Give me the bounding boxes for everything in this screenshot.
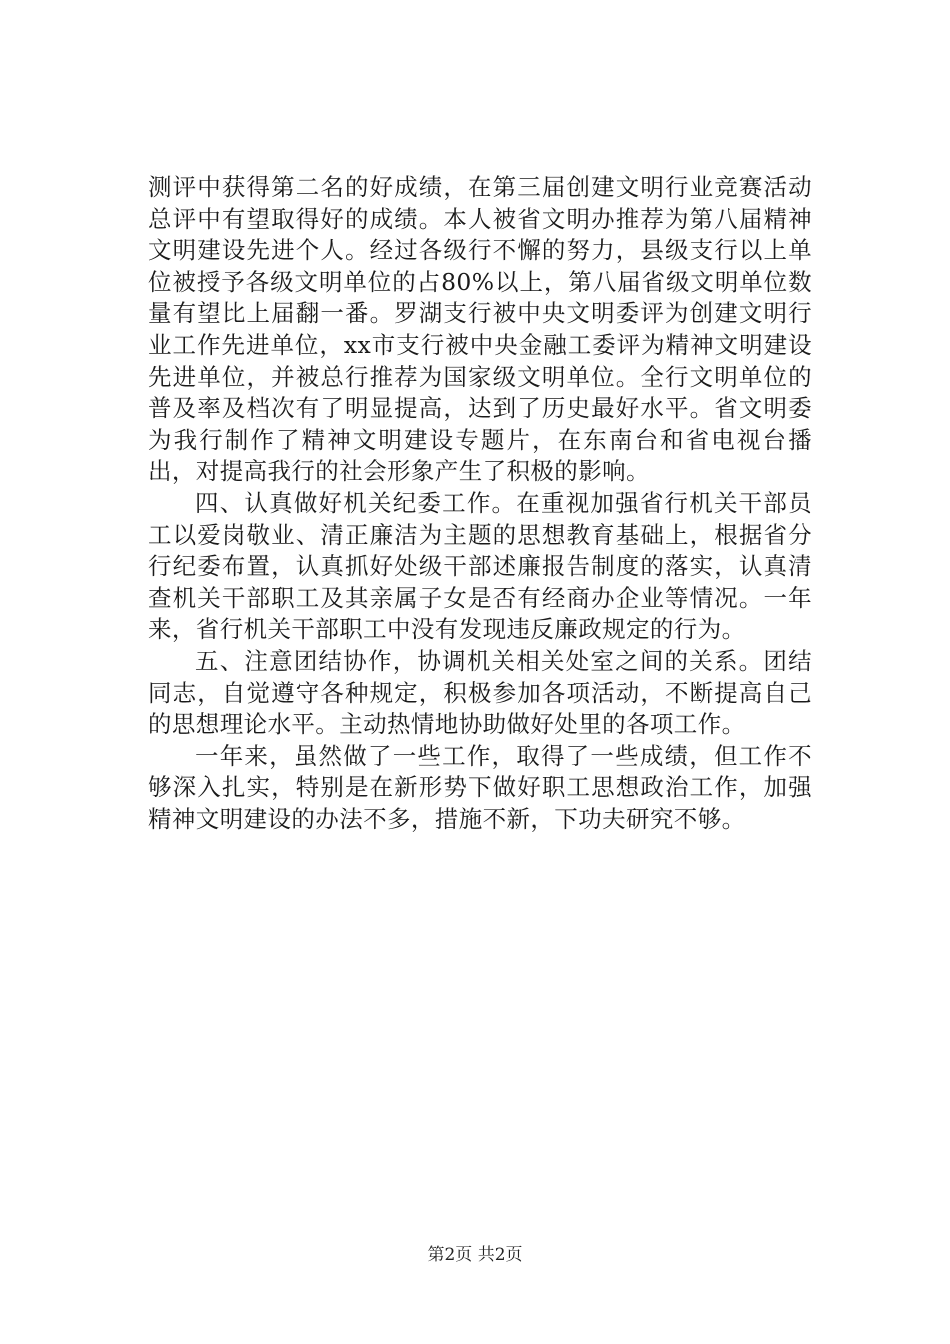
paragraph-3: 五、注意团结协作，协调机关相关处室之间的关系。团结同志，自觉遵守各种规定，积极参加各项活动，不断提高自己的思想理论水平。主动热情地协助做好处里的各项工作。 bbox=[148, 646, 812, 739]
page-footer: 第2页 共2页 bbox=[427, 1245, 523, 1265]
paragraph-1: 测评中获得第二名的好成绩，在第三届创建文明行业竞赛活动总评中有望取得好的成绩。本人被省文明办推荐为第八届精神文明建设先进个人。经过各级行不懈的努力，县级支行以上单位被授予各级文明单位的占80%以上，第八届省级文明单位数量有望比上届翻一番。罗湖支行被中央文明委评为创建文明行业工作先进单位，xx市支行被中央金融工委评为精神文明建设先进单位，并被总行推荐为国家级文明单位。全行文明单位的普及率及档次有了明显提高，达到了历史最好水平。省文明委为我行制作了精神文明建设专题片，在东南台和省电视台播出，对提高我行的社会形象产生了积极的影响。 bbox=[148, 173, 812, 486]
paragraph-2: 四、认真做好机关纪委工作。在重视加强省行机关干部员工以爱岗敬业、清正廉洁为主题的思想教育基础上，根据省分行纪委布置，认真抓好处级干部述廉报告制度的落实，认真清查机关干部职工及其亲属子女是否有经商办企业等情况。一年来，省行机关干部职工中没有发现违反廉政规定的行为。 bbox=[148, 488, 812, 644]
document-body bbox=[148, 172, 812, 835]
paragraph-4: 一年来，虽然做了一些工作，取得了一些成绩，但工作不够深入扎实，特别是在新形势下做好职工思想政治工作，加强精神文明建设的办法不多，措施不新，下功夫研究不够。 bbox=[148, 741, 812, 833]
